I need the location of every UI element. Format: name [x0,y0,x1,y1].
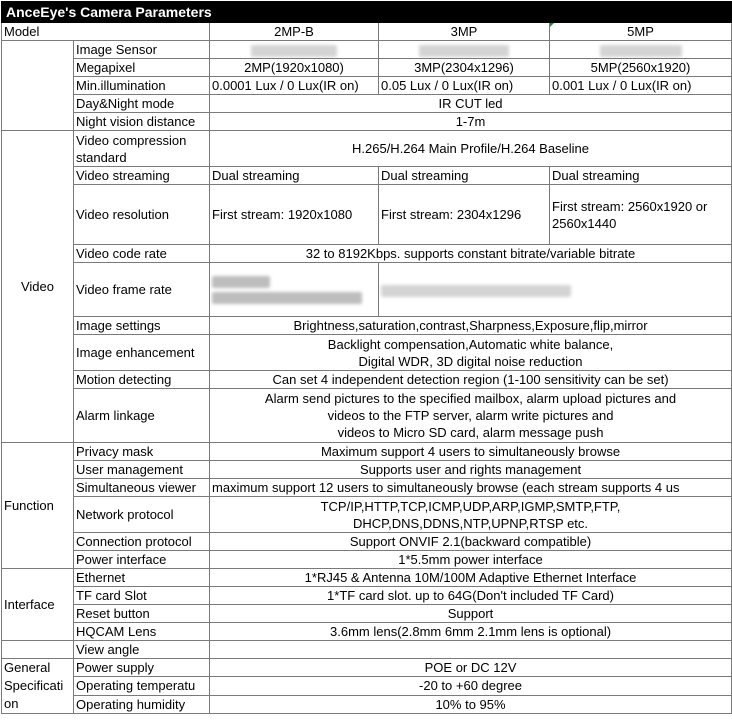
video-resolution-2mpb: First stream: 1920x1080 [210,185,379,245]
model-header: Model [2,23,210,41]
row-label-simultaneous-viewer: Simultaneous viewer [74,479,210,497]
row-label-day-night-mode: Day&Night mode [74,95,210,113]
power-interface-value: 1*5.5mm power interface [210,551,732,569]
row-label-operating-temperature: Operating temperatu [74,677,210,695]
network-protocol-value: TCP/IP,HTTP,TCP,ICMP,UDP,ARP,IGMP,SMTP,FTP, DHCP,DNS,DDNS,NTP,UPNP,RTSP etc. [210,497,732,533]
row-label-night-vision: Night vision distance [74,113,210,131]
image-sensor-2mpb-redacted [210,41,379,59]
image-settings-value: Brightness,saturation,contrast,Sharpness,Exposure,flip,mirror [210,317,732,335]
group-label-function: Function [2,443,74,569]
row-label-ethernet: Ethernet [74,569,210,587]
video-code-rate-value: 32 to 8192Kbps. supports constant bitrate/variable bitrate [210,245,732,263]
video-streaming-2mpb: Dual streaming [210,167,379,185]
row-label-power-interface: Power interface [74,551,210,569]
row-label-video-code-rate: Video code rate [74,245,210,263]
row-label-image-settings: Image settings [74,317,210,335]
column-header-2mpb: 2MP-B [210,23,379,41]
comment-marker-icon [550,23,554,27]
group-cell-blank-2 [2,641,74,659]
view-angle-value [210,641,732,659]
operating-humidity-value: 10% to 95% [210,695,732,713]
megapixel-2mpb: 2MP(1920x1080) [210,59,379,77]
row-label-reset-button: Reset button [74,605,210,623]
row-label-image-enhancement: Image enhancement [74,335,210,371]
tf-card-slot-value: 1*TF card slot. up to 64G(Don't included TF Card) [210,587,732,605]
row-label-network-protocol: Network protocol [74,497,210,533]
group-label-video: Video [2,131,74,443]
night-vision-value: 1-7m [210,113,732,131]
ethernet-value: 1*RJ45 & Antenna 10M/100M Adaptive Ethernet Interface [210,569,732,587]
group-cell-blank [2,41,74,131]
row-label-video-resolution: Video resolution [74,185,210,245]
day-night-mode-value: IR CUT led [210,95,732,113]
privacy-mask-value: Maximum support 4 users to simultaneously browse [210,443,732,461]
alarm-linkage-value: Alarm send pictures to the specified mailbox, alarm upload pictures and videos to the FTP server, alarm write pictures and videos to Micro SD card, alarm message push [210,389,732,443]
row-label-user-management: User management [74,461,210,479]
row-label-tf-card-slot: TF card Slot [74,587,210,605]
row-label-megapixel: Megapixel [74,59,210,77]
min-illumination-2mpb: 0.0001 Lux / 0 Lux(IR on) [210,77,379,95]
row-label-image-sensor: Image Sensor [74,41,210,59]
operating-temperature-value: -20 to +60 degree [210,677,732,695]
video-streaming-5mp: Dual streaming [550,167,732,185]
row-label-motion-detecting: Motion detecting [74,371,210,389]
row-label-operating-humidity: Operating humidity [74,695,210,713]
megapixel-3mp: 3MP(2304x1296) [379,59,550,77]
camera-parameters-table [1,1,732,714]
hqcam-lens-value: 3.6mm lens(2.8mm 6mm 2.1mm lens is optional) [210,623,732,641]
image-enhancement-value: Backlight compensation,Automatic white balance, Digital WDR, 3D digital noise reduction [210,335,732,371]
group-label-general-specification: General Specificati on [2,659,74,714]
power-supply-value: POE or DC 12V [210,659,732,677]
video-resolution-5mp: First stream: 2560x1920 or 2560x1440 [550,185,732,245]
row-label-min-illumination: Min.illumination [74,77,210,95]
column-header-5mp: 5MP [550,23,732,41]
table-title: AnceEye's Camera Parameters [2,2,732,23]
row-label-video-compression: Video compression standard [74,131,210,167]
group-label-interface: Interface [2,569,74,641]
row-label-connection-protocol: Connection protocol [74,533,210,551]
video-streaming-3mp: Dual streaming [379,167,550,185]
simultaneous-viewer-value: maximum support 12 users to simultaneously browse (each stream supports 4 us [210,479,732,497]
video-frame-rate-shared-redacted [379,263,732,317]
row-label-video-streaming: Video streaming [74,167,210,185]
motion-detecting-value: Can set 4 independent detection region (1-100 sensitivity can be set) [210,371,732,389]
min-illumination-5mp: 0.001 Lux / 0 Lux(IR on) [550,77,732,95]
row-label-privacy-mask: Privacy mask [74,443,210,461]
row-label-view-angle: View angle [74,641,210,659]
connection-protocol-value: Support ONVIF 2.1(backward compatible) [210,533,732,551]
row-label-hqcam-lens: HQCAM Lens [74,623,210,641]
video-frame-rate-2mpb-redacted [210,263,379,317]
video-compression-value: H.265/H.264 Main Profile/H.264 Baseline [210,131,732,167]
min-illumination-3mp: 0.05 Lux / 0 Lux(IR on) [379,77,550,95]
column-header-3mp: 3MP [379,23,550,41]
video-resolution-3mp: First stream: 2304x1296 [379,185,550,245]
row-label-power-supply: Power supply [74,659,210,677]
row-label-alarm-linkage: Alarm linkage [74,389,210,443]
row-label-video-frame-rate: Video frame rate [74,263,210,317]
reset-button-value: Support [210,605,732,623]
image-sensor-3mp-redacted [379,41,550,59]
user-management-value: Supports user and rights management [210,461,732,479]
megapixel-5mp: 5MP(2560x1920) [550,59,732,77]
image-sensor-5mp-redacted [550,41,732,59]
